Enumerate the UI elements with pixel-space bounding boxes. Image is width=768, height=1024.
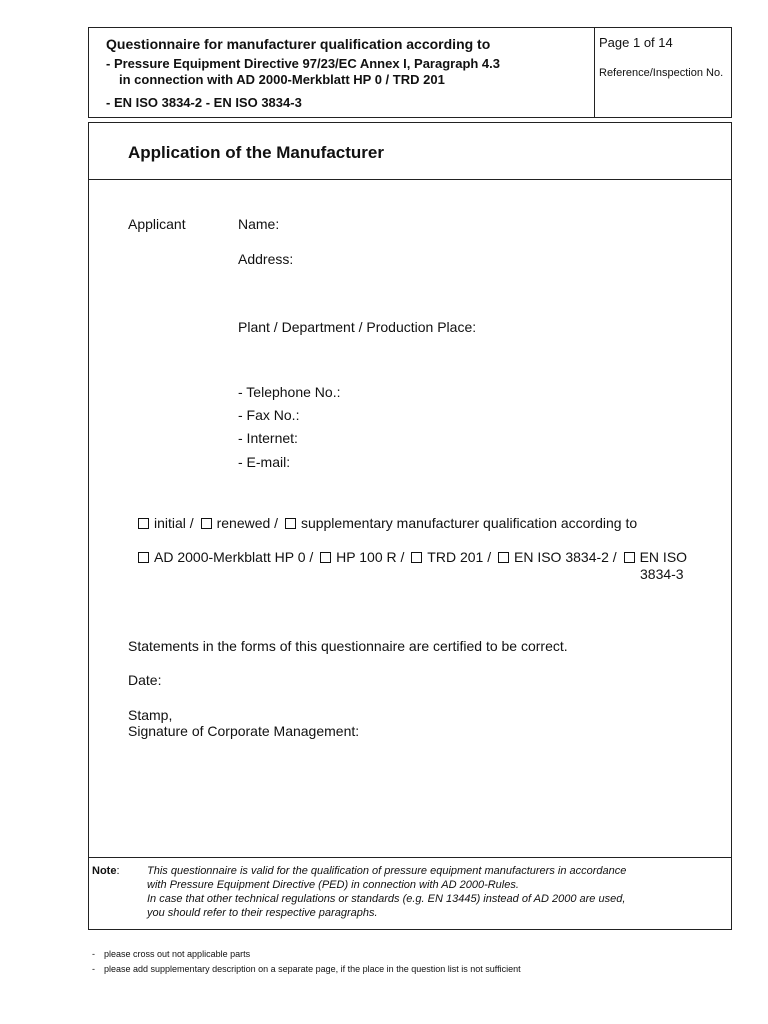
header-line-2: in connection with AD 2000-Merkblatt HP 0 / TRD 201	[119, 72, 445, 87]
note-divider	[88, 857, 732, 858]
header-divider	[594, 27, 595, 118]
note-label	[92, 865, 120, 878]
supplementary-label: supplementary manufacturer qualification according to	[300, 515, 638, 531]
hp0-checkbox[interactable]	[138, 552, 149, 563]
header-title: Questionnaire for manufacturer qualification according to	[106, 36, 491, 52]
footnote-1-dash: -	[92, 949, 95, 959]
iso-3834-3-label: EN ISO	[639, 549, 688, 565]
page-number: Page 1 of 14	[599, 35, 673, 50]
header-line-1: - Pressure Equipment Directive 97/23/EC Annex I, Paragraph 4.3	[106, 56, 501, 71]
renewed-label: renewed /	[216, 515, 279, 531]
iso-3834-2-checkbox[interactable]	[498, 552, 509, 563]
email-field-label: - E-mail:	[238, 454, 291, 470]
footnote-1: please cross out not applicable parts	[104, 949, 251, 959]
note-label-text: Note	[92, 865, 117, 877]
iso-3834-3-checkbox[interactable]	[624, 552, 635, 563]
supplementary-checkbox[interactable]	[285, 518, 296, 529]
initial-checkbox[interactable]	[138, 518, 149, 529]
hp0-label: AD 2000-Merkblatt HP 0 /	[154, 549, 314, 565]
note-line-3: In case that other technical regulations or standards (e.g. EN 13445) instead of AD 2000 are used,	[147, 893, 626, 905]
footnote-2-dash: -	[92, 964, 95, 974]
initial-label: initial /	[154, 515, 194, 531]
qualification-row-2	[138, 549, 687, 566]
name-field-label: Name:	[238, 216, 280, 232]
section-title: Application of the Manufacturer	[128, 143, 384, 162]
fax-field-label: - Fax No.:	[238, 407, 300, 423]
iso-3834-3-label-continued: 3834-3	[640, 566, 684, 582]
stamp-label: Stamp,	[128, 707, 173, 723]
signature-label: Signature of Corporate Management:	[128, 723, 360, 739]
renewed-checkbox[interactable]	[201, 518, 212, 529]
hp100r-label: HP 100 R /	[336, 549, 405, 565]
hp100r-checkbox[interactable]	[320, 552, 331, 563]
date-field-label: Date:	[128, 672, 162, 688]
header-line-3: - EN ISO 3834-2 - EN ISO 3834-3	[106, 95, 302, 110]
applicant-label: Applicant	[128, 216, 186, 232]
qualification-row-1	[138, 515, 637, 532]
telephone-field-label: - Telephone No.:	[238, 384, 341, 400]
address-field-label: Address:	[238, 251, 294, 267]
trd201-checkbox[interactable]	[411, 552, 422, 563]
certification-statement: Statements in the forms of this questionnaire are certified to be correct.	[128, 638, 568, 654]
title-divider	[88, 179, 732, 180]
note-label-colon: :	[116, 865, 120, 877]
note-line-4: you should refer to their respective paragraphs.	[147, 907, 378, 919]
note-line-1: This questionnaire is valid for the qualification of pressure equipment manufacturers in accordance	[147, 865, 627, 877]
iso-3834-2-label: EN ISO 3834-2 /	[513, 549, 617, 565]
reference-label: Reference/Inspection No.	[599, 67, 724, 79]
internet-field-label: - Internet:	[238, 430, 298, 446]
trd201-label: TRD 201 /	[427, 549, 492, 565]
footnote-2: please add supplementary description on a separate page, if the place in the question list is not sufficient	[104, 964, 521, 974]
note-line-2: with Pressure Equipment Directive (PED) in connection with AD 2000-Rules.	[147, 879, 519, 891]
plant-field-label: Plant / Department / Production Place:	[238, 319, 477, 335]
